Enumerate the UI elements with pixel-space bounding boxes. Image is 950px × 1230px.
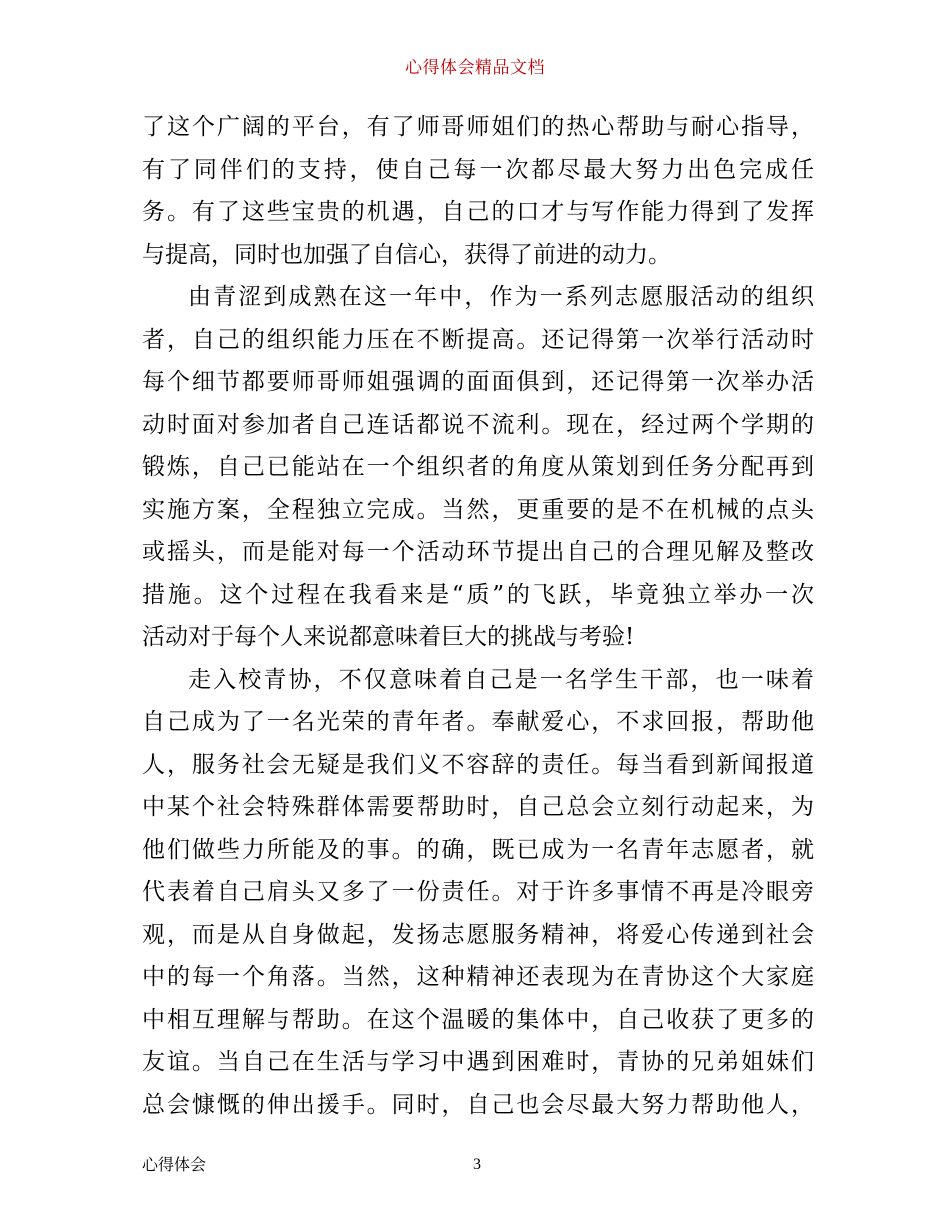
text-line: 实施方案，全程独立完成。当然，更重要的是不在机械的点头 — [142, 496, 814, 523]
text-line: 活动对于每个人来说都意味着巨大的挑战与考验! — [142, 624, 635, 650]
text-line: 有了同伴们的支持，使自己每一次都尽最大努力出色完成任 — [142, 156, 814, 183]
text-line: 人，服务社会无疑是我们义不容辞的责任。每当看到新闻报道 — [142, 751, 814, 778]
document-body — [142, 106, 814, 1126]
text-line: 与提高，同时也加强了自信心，获得了前进的动力。 — [142, 241, 671, 268]
text-line: 自己成为了一名光荣的青年者。奉献爱心，不求回报，帮助他 — [142, 709, 814, 735]
text-line: 友谊。当自己在生活与学习中遇到困难时，青协的兄弟姐妹们 — [142, 1049, 814, 1075]
text-line: 锻炼，自己已能站在一个组织者的角度从策划到任务分配再到 — [142, 454, 814, 480]
text-line: 务。有了这些宝贵的机遇，自己的口才与写作能力得到了发挥 — [142, 199, 814, 225]
text-line: 代表着自己肩头又多了一份责任。对于许多事情不再是冷眼旁 — [142, 879, 814, 905]
text-line: 观，而是从自身做起，发扬志愿服务精神，将爱心传递到社会 — [142, 921, 814, 948]
text-line: 他们做些力所能及的事。的确，既已成为一名青年志愿者，就 — [142, 836, 814, 863]
text-line: 动时面对参加者自己连话都说不流利。现在，经过两个学期的 — [142, 411, 814, 438]
text-line: 了这个广阔的平台，有了师哥师姐们的热心帮助与耐心指导， — [142, 114, 814, 140]
text-line: 总会慷慨的伸出援手。同时，自己也会尽最大努力帮助他人， — [142, 1091, 814, 1118]
text-line: 者，自己的组织能力压在不断提高。还记得第一次举行活动时 — [142, 326, 814, 353]
text-line: 中某个社会特殊群体需要帮助时，自己总会立刻行动起来，为 — [142, 794, 814, 820]
page-header-title: 心得体会精品文档 — [405, 58, 545, 78]
text-line: 措施。这个过程在我看来是“质”的飞跃，毕竟独立举办一次 — [142, 581, 814, 608]
page-footer-label: 心得体会 — [142, 1155, 207, 1174]
text-line: 或摇头，而是能对每一个活动环节提出自己的合理见解及整改 — [142, 539, 814, 565]
text-line: 由青涩到成熟在这一年中，作为一系列志愿服活动的组织 — [188, 284, 814, 310]
text-line: 中的每一个角落。当然，这种精神还表现为在青协这个大家庭 — [142, 964, 814, 990]
text-line: 中相互理解与帮助。在这个温暖的集体中，自己收获了更多的 — [142, 1006, 814, 1033]
page-number: 3 — [473, 1156, 481, 1173]
text-line: 走入校青协，不仅意味着自己是一名学生干部，也一味着 — [188, 666, 814, 693]
text-line: 每个细节都要师哥师姐强调的面面俱到，还记得第一次举办活 — [142, 369, 814, 395]
